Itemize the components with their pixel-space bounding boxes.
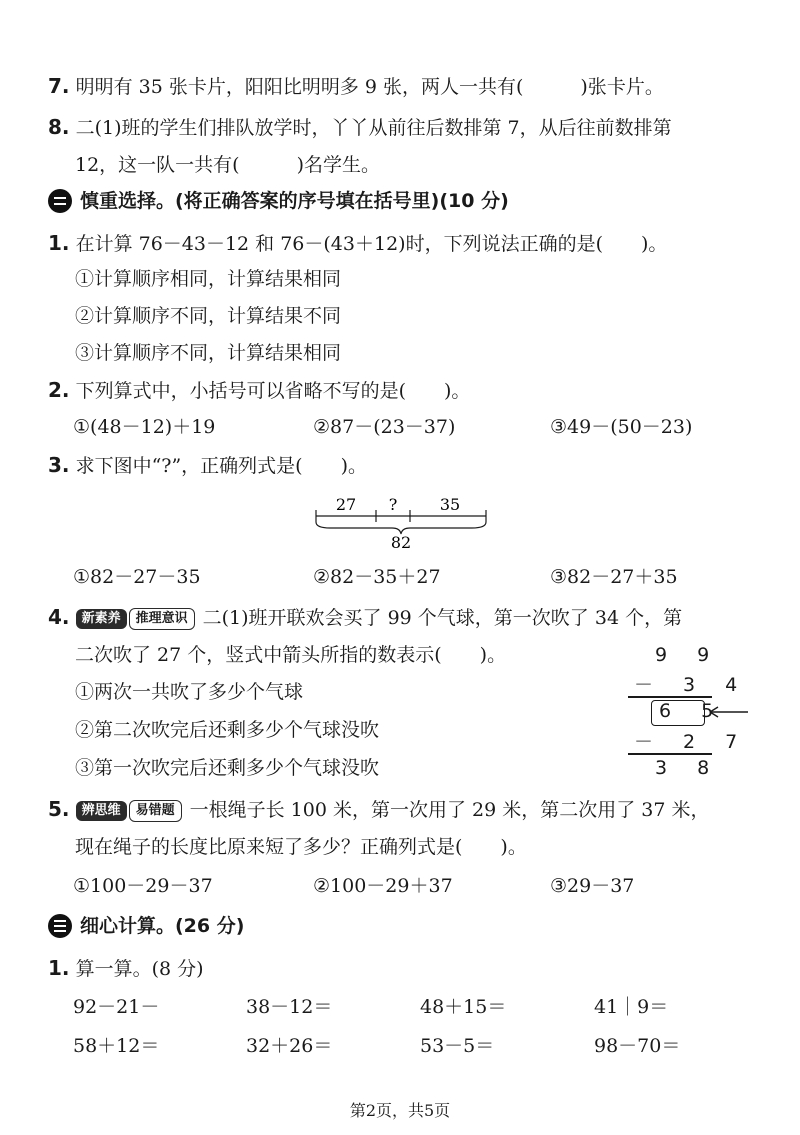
- label-total: 82: [390, 533, 412, 552]
- question-number: 7.: [48, 74, 70, 98]
- tag-error-prone: 易错题: [129, 800, 182, 822]
- label-left: 27: [335, 495, 357, 514]
- question-text: 求下图中“?”，正确列式是( )。: [75, 455, 368, 477]
- calc-item: 53－5＝: [420, 1035, 495, 1057]
- question-text-line1: 一根绳子长 100 米，第一次用了 29 米，第二次用了 37 米，: [189, 799, 710, 821]
- question-8: [48, 114, 672, 141]
- question-number: 8.: [48, 115, 70, 139]
- choice-question-3: [48, 452, 367, 479]
- tag-reasoning: 推理意识: [129, 608, 195, 630]
- question-number: 4.: [48, 605, 70, 629]
- vertical-row-1: 9 9: [655, 644, 722, 666]
- vertical-row-3: 6 5: [659, 700, 726, 722]
- question-number: 5.: [48, 797, 70, 821]
- option: ②82－35＋27: [313, 566, 441, 588]
- segment-diagram: [300, 490, 500, 552]
- option: ②87－(23－37): [313, 416, 456, 438]
- page-footer: 第2页，共5页: [349, 1101, 451, 1120]
- option: ②100－29＋37: [313, 875, 453, 897]
- question-8-line2: 12，这一队一共有( )名学生。: [75, 154, 381, 176]
- option: ②第二次吹完后还剩多少个气球没吹: [75, 719, 380, 741]
- vertical-row-5: 3 8: [655, 757, 722, 779]
- question-text: 下列算式中，小括号可以省略不写的是( )。: [75, 380, 471, 402]
- question-number: 1.: [48, 231, 70, 255]
- option: ①两次一共吹了多少个气球: [75, 681, 304, 703]
- option: ③82－27＋35: [550, 566, 678, 588]
- calc-item: 48＋15＝: [420, 996, 507, 1018]
- question-text: 在计算 76－43－12 和 76－(43＋12)时，下列说法正确的是( )。: [75, 233, 668, 255]
- option: ②计算顺序不同，计算结果不同: [75, 305, 342, 327]
- section-2-header: [48, 188, 509, 214]
- calc-item: 98－70＝: [594, 1035, 681, 1057]
- question-text: 明明有 35 张卡片，阳阳比明明多 9 张，两人一共有( )张卡片。: [75, 76, 664, 98]
- section-three-icon: [48, 914, 72, 938]
- label-right: 35: [439, 495, 461, 514]
- choice-question-5: [48, 796, 710, 823]
- calc-item: 38－12＝: [246, 996, 333, 1018]
- option: ③计算顺序不同，计算结果相同: [75, 342, 342, 364]
- vertical-row-4: － 2 7: [634, 731, 750, 753]
- choice-question-2: [48, 377, 470, 404]
- question-number: 2.: [48, 378, 70, 402]
- label-unknown: ?: [388, 495, 398, 514]
- calc-item: 92－21－: [73, 996, 160, 1018]
- question-number: 1.: [48, 956, 70, 980]
- choice-question-1: [48, 230, 667, 257]
- question-5-line2: 现在绳子的长度比原来短了多少？正确列式是( )。: [75, 836, 527, 858]
- question-text-line1: 二(1)班开联欢会买了 99 个气球，第一次吹了 34 个，第: [202, 607, 683, 629]
- choice-question-4: [48, 604, 682, 631]
- vertical-row-2: － 3 4: [634, 674, 750, 696]
- calc-item: 41｜9＝: [594, 996, 669, 1018]
- option: ③29－37: [550, 875, 635, 897]
- tag-new-literacy: 新素养: [76, 609, 127, 629]
- calc-item: 32＋26＝: [246, 1035, 333, 1057]
- option: ①100－29－37: [73, 875, 213, 897]
- question-4-line2: 二次吹了 27 个，竖式中箭头所指的数表示( )。: [75, 644, 507, 666]
- section-title: 慎重选择。(将正确答案的序号填在括号里)(10 分): [80, 190, 509, 212]
- calc-question-1: [48, 955, 204, 982]
- option: ③49－(50－23): [550, 416, 693, 438]
- question-7: [48, 73, 664, 100]
- vertical-divider: [628, 753, 712, 755]
- option: ①计算顺序相同，计算结果相同: [75, 268, 342, 290]
- section-title: 细心计算。(26 分): [80, 915, 245, 937]
- section-two-icon: [48, 189, 72, 213]
- section-3-header: [48, 913, 244, 939]
- option: ③第一次吹完后还剩多少个气球没吹: [75, 757, 380, 779]
- question-text: 算一算。(8 分): [75, 958, 204, 980]
- calc-item: 58＋12＝: [73, 1035, 160, 1057]
- question-number: 3.: [48, 453, 70, 477]
- option: ①82－27－35: [73, 566, 201, 588]
- arrow-left-icon: [706, 704, 750, 720]
- option: ①(48－12)＋19: [73, 416, 216, 438]
- tag-thinking: 辨思维: [76, 801, 127, 821]
- vertical-divider: [628, 696, 712, 698]
- question-text-line1: 二(1)班的学生们排队放学时，丫丫从前往后数排第 7，从后往前数排第: [75, 117, 672, 139]
